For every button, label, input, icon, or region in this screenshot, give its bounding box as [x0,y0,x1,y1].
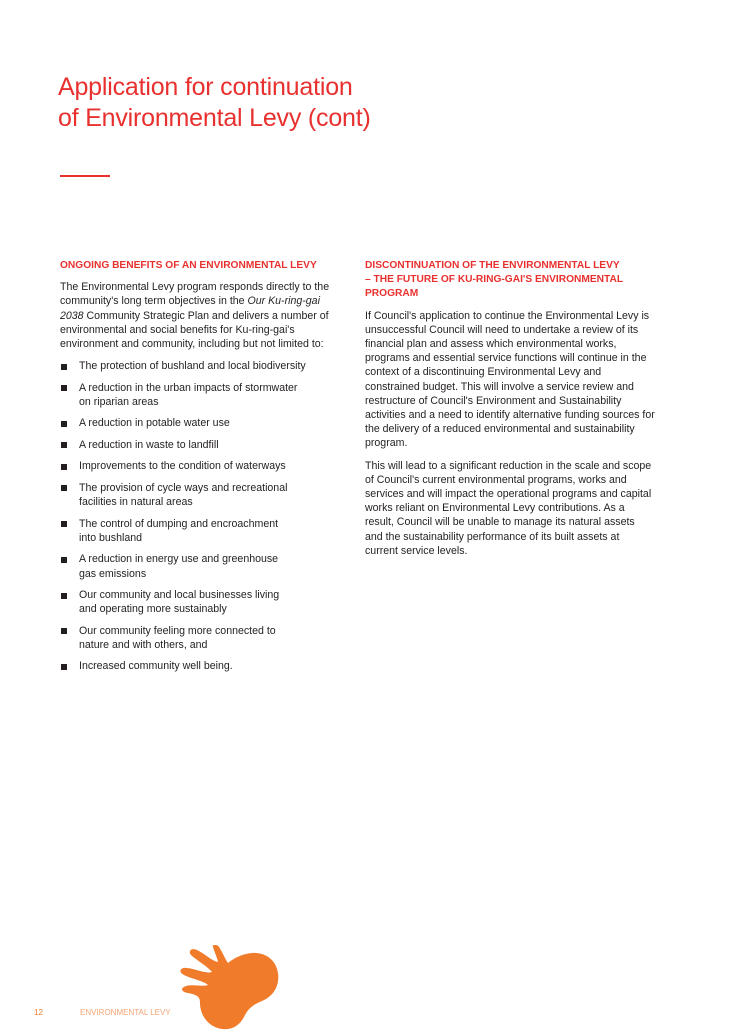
discontinuation-section [365,259,655,566]
ongoing-benefits-intro [60,280,345,351]
intro-text-start: The Environmental Levy program responds directly to the community's long term objectives in the [60,281,330,308]
ongoing-benefits-section [60,259,345,681]
benefit-text-line-2: facilities in natural areas [79,496,193,509]
benefit-list-item [60,438,345,452]
benefit-text-line-1: Our community feeling more connected to [79,624,276,637]
page-number: 12 [34,1008,43,1017]
benefit-list-item [60,624,345,652]
square-bullet-icon [61,442,67,448]
square-bullet-icon [61,464,67,470]
benefit-list-item [60,381,345,409]
strategic-plan-title: Our Ku-ring-gai 2038 [60,295,320,322]
footer-section-label: ENVIRONMENTAL LEVY [80,1008,171,1017]
benefit-text-line-1: Our community and local businesses living [79,589,280,602]
benefit-list-item [60,359,345,373]
benefit-list-item [60,517,345,545]
discontinuation-heading-line-2: – THE FUTURE OF KU-RING-GAI'S ENVIRONMENTAL PROGRAM [365,274,623,300]
benefit-text-line-1: A reduction in waste to landfill [79,438,219,451]
benefit-list-item [60,552,345,580]
benefit-text-line-1: The control of dumping and encroachment [79,517,279,530]
benefit-text-line-2: nature and with others, and [79,638,208,651]
benefit-text-line-1: A reduction in potable water use [79,417,230,430]
benefit-list-item [60,588,345,616]
page-title-line-1: Application for continuation [58,73,353,101]
square-bullet-icon [61,421,67,427]
benefit-text-line-1: A reduction in energy use and greenhouse [79,553,279,566]
square-bullet-icon [61,664,67,670]
square-bullet-icon [61,485,67,491]
benefit-list-item [60,416,345,430]
ongoing-benefits-heading: ONGOING BENEFITS OF AN ENVIRONMENTAL LEVY [60,260,317,271]
discontinuation-paragraph-1: If Council's application to continue the Environmental Levy is unsuccessful Council will need to undertake a review of its financial plan and assess which environmental works, programs and essential service functions will continue in the context of a discontinuing Environmental Levy and constrained budget. This will involve a service review and restructure of Council's Environment and Sustainability activities and a need to identify alternative funding sources for the delivery of a reduced environmental and sustainability program. [365,309,655,450]
benefit-text-line-2: into bushland [79,531,143,544]
benefit-text-line-1: Increased community well being. [79,660,233,673]
square-bullet-icon [61,364,67,370]
benefit-text-line-2: gas emissions [79,567,147,580]
square-bullet-icon [61,593,67,599]
benefit-list-item [60,459,345,473]
discontinuation-heading [365,259,655,302]
page-title [58,72,371,134]
benefit-list-item [60,481,345,509]
benefit-text-line-1: A reduction in the urban impacts of stormwater [79,381,298,394]
benefit-list-item [60,659,345,673]
square-bullet-icon [61,385,67,391]
benefits-list [60,359,345,673]
square-bullet-icon [61,557,67,563]
benefit-text-line-1: The protection of bushland and local biodiversity [79,360,306,373]
benefit-text-line-1: Improvements to the condition of waterways [79,460,286,473]
intro-text-end: Community Strategic Plan and delivers a number of environmental and social benefits for Ku-ring-gai's environment and community, including but not limited to: [60,309,329,351]
page-title-line-2: of Environmental Levy (cont) [58,104,371,132]
benefit-text-line-2: on riparian areas [79,395,159,408]
square-bullet-icon [61,521,67,527]
square-bullet-icon [61,628,67,634]
discontinuation-heading-line-1: DISCONTINUATION OF THE ENVIRONMENTAL LEVY [365,260,620,271]
benefit-text-line-2: and operating more sustainably [79,603,227,616]
discontinuation-paragraph-2: This will lead to a significant reduction in the scale and scope of Council's current environmental programs, works and services and will impact the operational programs and capital works reliant on Environmental Levy contributions. As a result, Council will be unable to manage its natural assets and the sustainability performance of its built assets at current service levels. [365,459,652,557]
hand-logo-icon [178,945,280,1031]
title-underline-divider [60,175,110,177]
benefit-text-line-1: The provision of cycle ways and recreational [79,481,288,494]
